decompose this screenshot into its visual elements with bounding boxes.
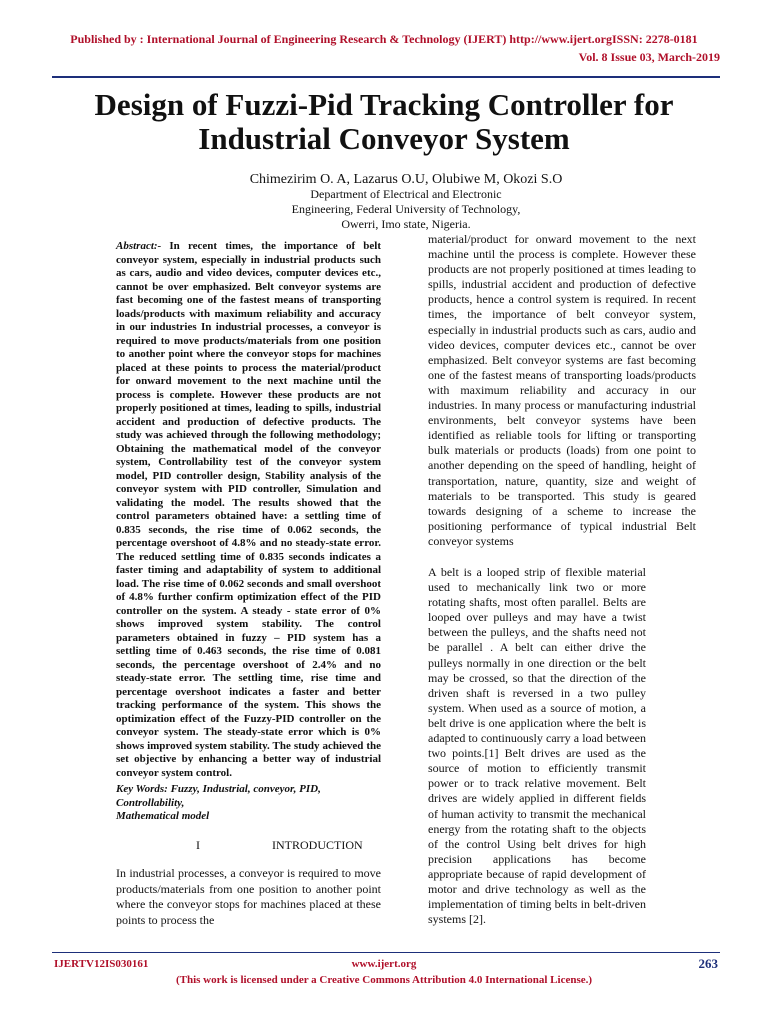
paper-id: IJERTV12IS030161 <box>54 958 149 970</box>
abstract <box>116 240 381 780</box>
title-line-2: Industrial Conveyor System <box>198 121 570 156</box>
page-number: 263 <box>698 956 718 971</box>
paper-title <box>60 88 708 156</box>
keywords-line-3: Mathematical model <box>116 810 210 822</box>
license-line: (This work is licensed under a Creative Commons Attribution 4.0 International License.) <box>175 974 593 986</box>
keywords <box>116 783 381 824</box>
authors: Chimezirim O. A, Lazarus O.U, Olubiwe M, Okozi S.O <box>249 172 563 187</box>
abstract-text: In recent times, the importance of belt conveyor system, especially in industrial products such as cars, audio and video devices, computer devices etc., cannot be over emphasized. Belt conveyor systems are fast becoming one of the fastest means of transporting loads/products with maximum reliability and accuracy in our industries In industrial processes, a conveyor is required to move products/materials from one position to another point where the conveyor stops for machines placed at these points to process the material/product for onward movement to the next machine until the process is complete. However these products are not properly positioned at times, leading to spills, industrial accident and production of defective products. The study was achieved through the following methodology; Obtaining the mathematical model of the conveyor system, Controllability test of the conveyor system model, PID controller design, Stability analysis of the conveyor system with PID controller, Simulation and validating the model. The results showed that the control parameters obtained have: a settling time of 0.835 seconds, the rise time of 0.062 seconds, the percentage overshoot of 4.8% and no steady-state error. The reduced settling time of 0.835 seconds indicates a faster timing and adaptability of system to additional load. The rise time of 0.062 seconds and small overshoot of 4.8% further confirm optimization effect of the PID controller on the system. A steady - state error of 0% shows improved system stability. The control parameters obtained in fuzzy – PID system has a settling time of 0.463 seconds, the rise time of 0.081 seconds, the percentage overshoot of 2.4% and no steady-state error. The settling time, rise time and percentage overshoot indicates a faster and better tracking performance of the system. This shows the optimization effect of the Fuzzy-PID controller on the conveyor system. The steady-state error which is 0% shows improved system stability. The study achieved the set objective by enhancing a better way of industrial conveyor system control. <box>116 240 381 779</box>
abstract-label: Abstract:- <box>116 240 162 252</box>
volume-issue: Vol. 8 Issue 03, March-2019 <box>578 50 720 64</box>
affiliation-line-3: Owerri, Imo state, Nigeria. <box>341 217 471 231</box>
section-number: I <box>196 838 200 852</box>
intro-paragraph: In industrial processes, a conveyor is required to move products/materials from one position to another point where the conveyor stops for machines placed at these points to process the <box>116 866 381 927</box>
affiliation-line-1: Department of Electrical and Electronic <box>310 187 502 201</box>
header-rule <box>52 76 720 78</box>
section-title: INTRODUCTION <box>272 838 363 852</box>
keywords-line-1: Fuzzy, Industrial, conveyor, PID, <box>167 783 321 795</box>
keywords-line-2: Controllability, <box>116 796 185 809</box>
affiliation-line-2: Engineering, Federal University of Technology, <box>291 202 521 216</box>
publisher-line: Published by : International Journal of Engineering Research & Technology (IJERT) http://www.ijert.orgISSN: 2278-0181 <box>70 32 698 46</box>
keywords-label: Key Words: <box>116 783 168 795</box>
footer-rule <box>52 952 720 953</box>
right-column-paragraph-1: material/product for onward movement to the next machine until the process is complete. However these products are not properly positioned at times leading to spills, industrial accident and production of defective products, hence a control system is required. In recent times, the importance of belt conveyor system, especially in industrial products such as cars, audio and video devices, computer devices etc., cannot be over emphasized. Belt conveyor systems are fast becoming one of the fastest means of transporting loads/products with maximum reliability and accuracy in our industries. In many process or manufacturing industrial environments, belt conveyor systems have been identified as reliable tools for lifting or transporting bulk materials or products (loads) from one point to another depending on the speed of handling, height of transportation, nature, quantity, size and weight of materials to be transported. This study is geared towards designing of a scheme to increase the positioning performance of typical industrial Belt conveyor systems <box>428 232 696 548</box>
right-column-paragraph-2: A belt is a looped strip of flexible material used to mechanically link two or more rotating shafts, most often parallel. Belts are looped over pulleys and may have a twist between the pulleys, and the shafts need not be parallel . A belt can either drive the pulleys normally in one direction or the belt may be crossed, so that the direction of the driven shaft is reversed in a two pulley system. When used as a source of motion, a belt drive is one application where the belt is adapted to continuously carry a load between two points.[1] Belt drives are used as the source of motion to efficiently transmit power or to track relative movement. Belt drives are widely applied in different fields of human activity to transmit the mechanical energy from the rotating shaft to the objects of the control Using belt drives for high precision applications has become appropriate because of rapid development of motor and drive technology as well as the implementation of timing belts in belt-driven systems [2]. <box>428 565 646 927</box>
title-line-1: Design of Fuzzi-Pid Tracking Controller for <box>94 87 674 122</box>
site-link[interactable]: www.ijert.org <box>351 958 417 970</box>
